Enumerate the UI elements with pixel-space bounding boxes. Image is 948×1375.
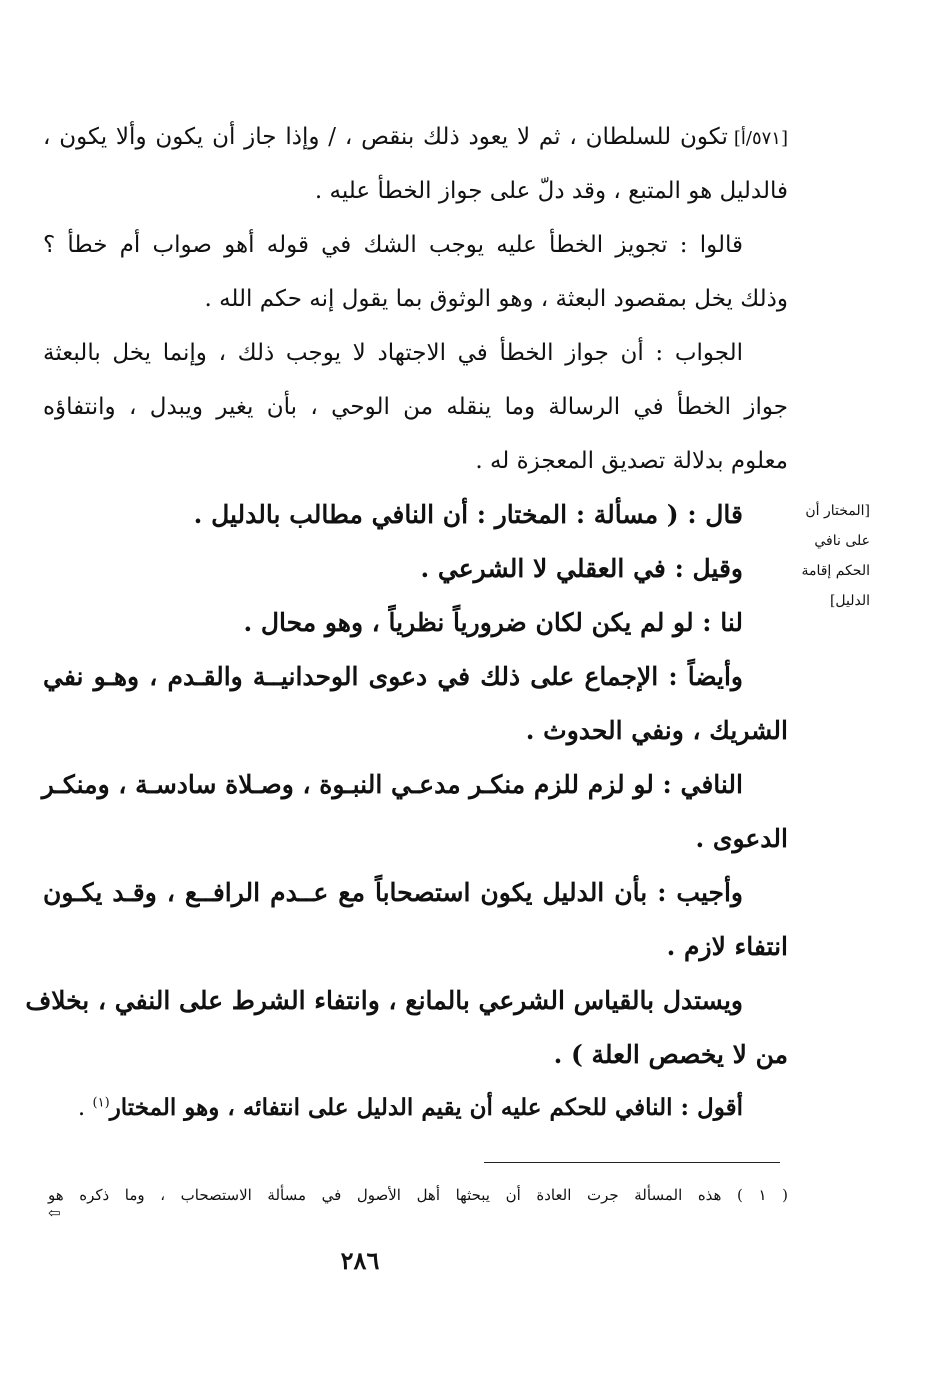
text-line-16: انتفاء لازم .: [666, 932, 788, 961]
text-line-11: وأيضاً : الإجماع على ذلك في دعوى الوحدانيــة والقـدم ، وهـو نفي: [43, 662, 743, 691]
text-line-10: لنا : لو لم يكن لكان ضرورياً نظرياً ، وهو محال .: [243, 608, 743, 637]
text-line-13: النافي : لو لزم للزم منكـر مدعـي النبـوة ، وصـلاة سادسـة ، ومنكـر: [41, 770, 743, 799]
manuscript-folio-marker: [٥٧١/أ]: [733, 128, 788, 149]
text-line-15: وأجيب : بأن الدليل يكون استصحاباً مع عــدم الرافــع ، وقـد يكـون: [43, 878, 743, 907]
footnote-continuation-arrow-icon: ⇦: [48, 1204, 61, 1222]
text-line-2: فالدليل هو المتبع ، وقد دلّ على جواز الخطأ عليه .: [314, 178, 788, 204]
text-line-1: [٥٧١/أ]تكون للسلطان ، ثم لا يعود ذلك بنقص ، / وإذا جاز أن يكون وألا يكون ،: [43, 124, 788, 150]
text-line-9: وقيل : في العقلي لا الشرعي .: [420, 554, 743, 583]
text-line-6: جواز الخطأ في الرسالة وما ينقله من الوحي ، بأن يغير ويبدل ، وانتفاؤه: [43, 394, 788, 420]
text-line-8: قال : ( مسألة : المختار : أن النافي مطالب بالدليل .: [193, 500, 743, 529]
footnote-divider: [484, 1162, 780, 1163]
text-line-5: الجواب : أن جواز الخطأ في الاجتهاد لا يوجب ذلك ، وإنما يخل بالبعثة: [43, 340, 743, 366]
margin-note: [المختار أن على نافي الحكم إقامة الدليل]: [801, 503, 870, 609]
text-line-12: الشريك ، ونفي الحدوث .: [525, 716, 788, 745]
text-line-17: ويستدل بالقياس الشرعي بالمانع ، وانتفاء الشرط على النفي ، بخلاف: [25, 986, 743, 1015]
text-line-4: وذلك يخل بمقصود البعثة ، وهو الوثوق بما يقول إنه حكم الله .: [204, 286, 788, 312]
page-number: ٢٨٦: [340, 1246, 380, 1275]
text-line-3: قالوا : تجويز الخطأ عليه يوجب الشك في قوله أهو صواب أم خطأ ؟: [43, 232, 743, 258]
text-line-18: من لا يخصص العلة ) .: [553, 1040, 788, 1069]
text-line-19: أقول : النافي للحكم عليه أن يقيم الدليل على انتفائه ، وهو المختار$^{(١)}$ .: [77, 1094, 743, 1121]
footnote-text: ( ١ ) هذه المسألة جرت العادة أن يبحثها أهل الأصول في مسألة الاستصحاب ، وما ذكره هو: [48, 1186, 788, 1204]
footnote-reference: (١): [92, 1095, 110, 1111]
text-line-7: معلوم بدلالة تصديق المعجزة له .: [475, 448, 788, 474]
text-line-14: الدعوى .: [695, 824, 788, 853]
